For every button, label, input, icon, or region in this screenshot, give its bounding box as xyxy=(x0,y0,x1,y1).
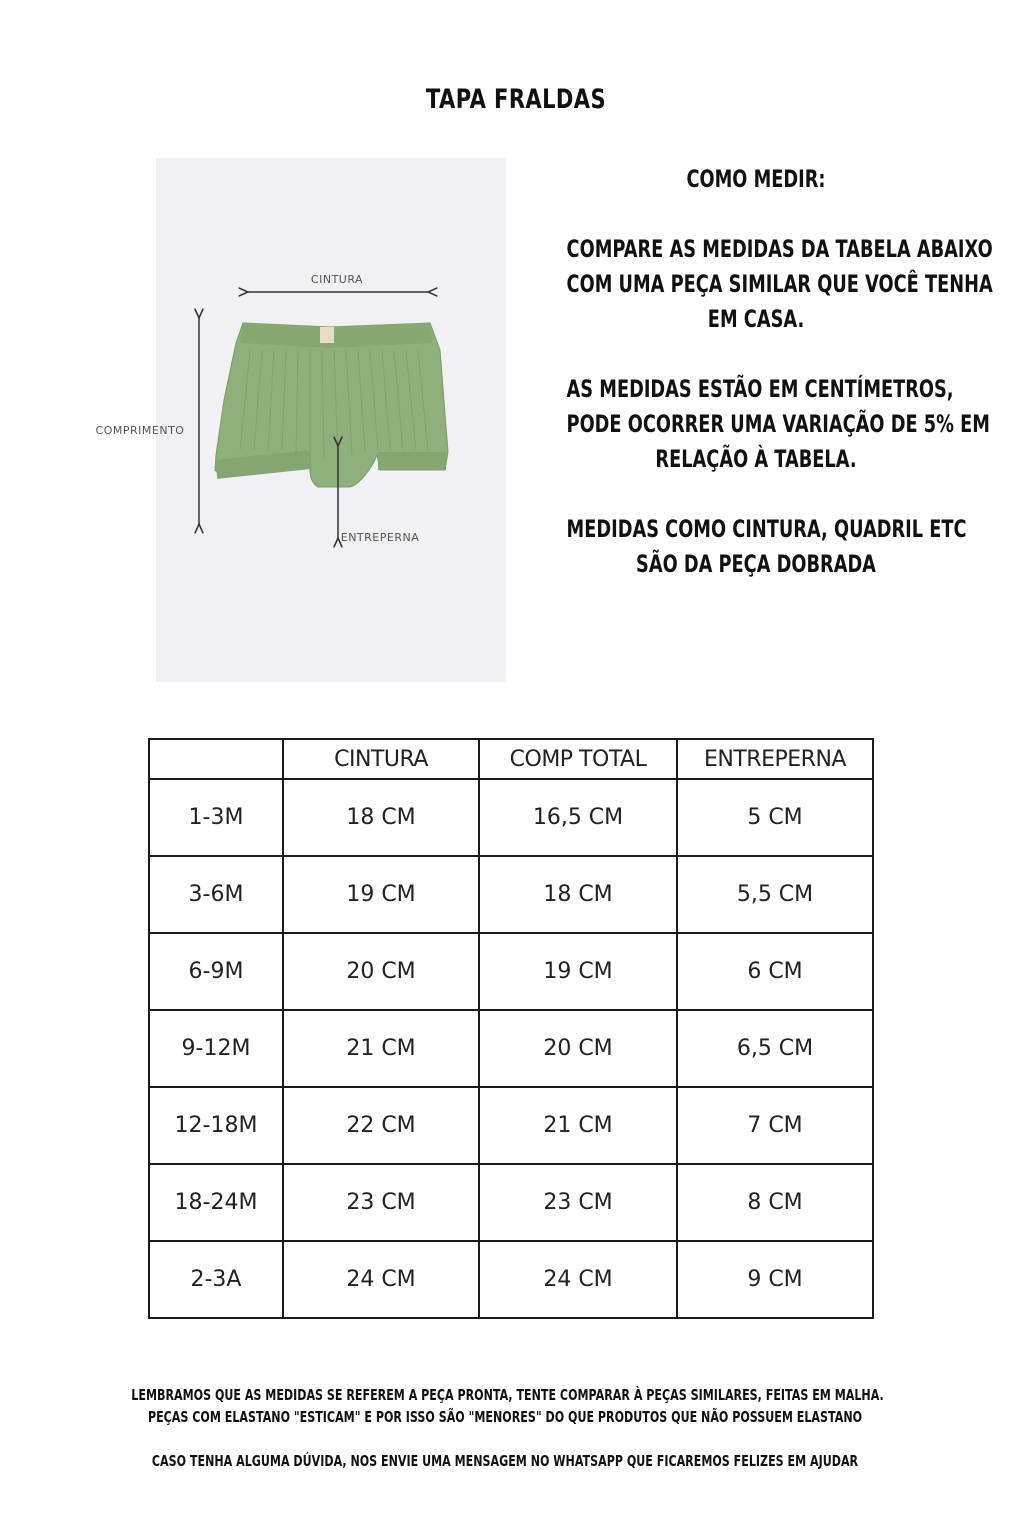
cell-size: 12-18M xyxy=(149,1087,283,1164)
instructions-line: COMPARE AS MEDIDAS DA TABELA ABAIXO xyxy=(566,235,993,263)
footer-line: CASO TENHA ALGUMA DÚVIDA, NOS ENVIE UMA MENSAGEM NO WHATSAPP QUE FICAREMOS FELIZES EM AJUDAR xyxy=(151,1452,859,1470)
cell-waist: 24 CM xyxy=(283,1241,479,1318)
footer-line: LEMBRAMOS QUE AS MEDIDAS SE REFEREM A PEÇA PRONTA, TENTE COMPARAR À PEÇAS SIMILARES, FEITAS EM MALHA. xyxy=(131,1386,884,1404)
table-row xyxy=(149,933,873,1010)
cell-waist: 21 CM xyxy=(283,1010,479,1087)
label-waist: CINTURA xyxy=(310,273,364,286)
header-total-length: COMP TOTAL xyxy=(479,739,677,779)
cell-total-length: 19 CM xyxy=(479,933,677,1010)
instructions-line: AS MEDIDAS ESTÃO EM CENTÍMETROS, xyxy=(566,375,954,403)
cell-total-length: 23 CM xyxy=(479,1164,677,1241)
cell-size: 1-3M xyxy=(149,779,283,856)
cell-inseam: 6 CM xyxy=(677,933,873,1010)
cell-inseam: 8 CM xyxy=(677,1164,873,1241)
header-size xyxy=(149,739,283,779)
cell-waist: 23 CM xyxy=(283,1164,479,1241)
instructions-line: EM CASA. xyxy=(707,305,805,333)
instructions-line: SÃO DA PEÇA DOBRADA xyxy=(636,550,876,578)
instructions-line: COM UMA PEÇA SIMILAR QUE VOCÊ TENHA xyxy=(566,270,993,298)
cell-size: 2-3A xyxy=(149,1241,283,1318)
footer-line: PEÇAS COM ELASTANO "ESTICAM" E POR ISSO SÃO "MENORES" DO QUE PRODUTOS QUE NÃO POSSUEM ELASTANO xyxy=(147,1408,863,1426)
how-to-measure xyxy=(500,162,1012,582)
cell-waist: 19 CM xyxy=(283,856,479,933)
instructions-line: MEDIDAS COMO CINTURA, QUADRIL ETC xyxy=(566,515,967,543)
cell-size: 9-12M xyxy=(149,1010,283,1087)
table-row xyxy=(149,856,873,933)
cell-inseam: 6,5 CM xyxy=(677,1010,873,1087)
brand-tag xyxy=(320,327,334,343)
label-inseam: ENTREPERNA xyxy=(340,531,420,544)
cell-size: 18-24M xyxy=(149,1164,283,1241)
shorts-illustration xyxy=(215,323,448,487)
table-row xyxy=(149,1010,873,1087)
instructions-line: PODE OCORRER UMA VARIAÇÃO DE 5% EM xyxy=(566,410,990,438)
cell-total-length: 24 CM xyxy=(479,1241,677,1318)
cell-waist: 22 CM xyxy=(283,1087,479,1164)
cell-total-length: 16,5 CM xyxy=(479,779,677,856)
header-inseam: ENTREPERNA xyxy=(677,739,873,779)
footer-contact xyxy=(0,1450,1010,1472)
instructions-heading: COMO MEDIR: xyxy=(686,165,826,193)
cell-total-length: 18 CM xyxy=(479,856,677,933)
table-row xyxy=(149,1241,873,1318)
cell-waist: 20 CM xyxy=(283,933,479,1010)
cell-total-length: 20 CM xyxy=(479,1010,677,1087)
cell-inseam: 5 CM xyxy=(677,779,873,856)
header-waist: CINTURA xyxy=(283,739,479,779)
table-row xyxy=(149,1164,873,1241)
cell-inseam: 9 CM xyxy=(677,1241,873,1318)
table-row xyxy=(149,779,873,856)
cell-waist: 18 CM xyxy=(283,779,479,856)
size-table xyxy=(148,738,874,1319)
page-title: TAPA FRALDAS xyxy=(425,84,607,115)
table-row xyxy=(149,1087,873,1164)
cell-total-length: 21 CM xyxy=(479,1087,677,1164)
footer-notes xyxy=(0,1384,1010,1428)
instructions-line: RELAÇÃO À TABELA. xyxy=(655,445,857,473)
table-header-row xyxy=(149,739,873,779)
label-length: COMPRIMENTO xyxy=(95,424,185,437)
cell-inseam: 5,5 CM xyxy=(677,856,873,933)
cell-inseam: 7 CM xyxy=(677,1087,873,1164)
cell-size: 3-6M xyxy=(149,856,283,933)
cell-size: 6-9M xyxy=(149,933,283,1010)
